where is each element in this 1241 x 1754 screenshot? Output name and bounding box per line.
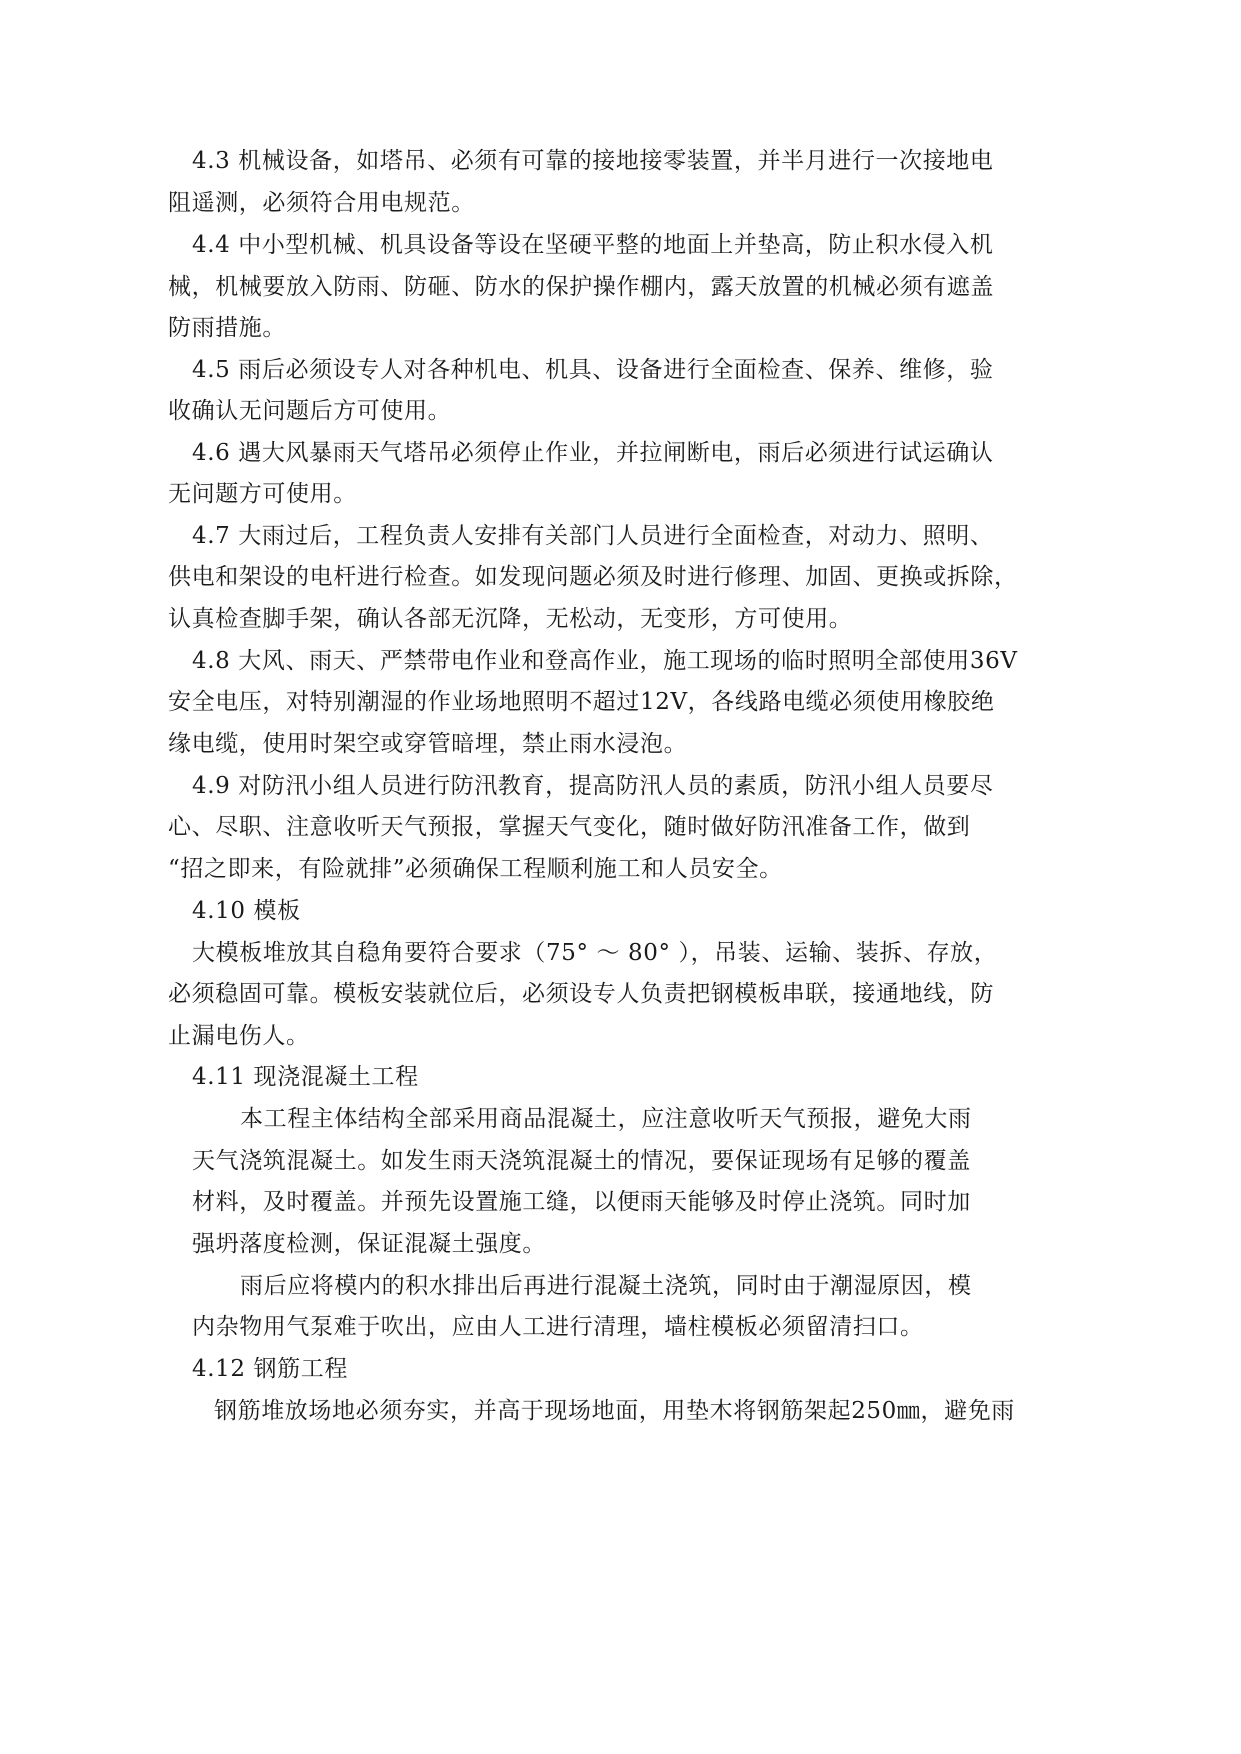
text-line: 钢筋堆放场地必须夯实，并高于现场地面，用垫木将钢筋架起250㎜，避免雨 — [214, 1398, 1015, 1424]
text-line: 4.5 雨后必须设专人对各种机电、机具、设备进行全面检查、保养、维修，验 — [192, 357, 994, 383]
text-line: 阻遥测，必须符合用电规范。 — [168, 190, 475, 216]
text-line: 4.8 大风、雨天、严禁带电作业和登高作业，施工现场的临时照明全部使用36V — [192, 648, 1018, 674]
text-line: 4.7 大雨过后，工程负责人安排有关部门人员进行全面检查，对动力、照明、 — [192, 523, 994, 549]
text-line: 内杂物用气泵难于吹出，应由人工进行清理，墙柱模板必须留清扫口。 — [192, 1314, 924, 1340]
text-line: 大模板堆放其自稳角要符合要求（75° ～ 80° ），吊装、运输、装拆、存放， — [192, 940, 998, 966]
text-line: 必须稳固可靠。模板安装就位后，必须设专人负责把钢模板串联，接通地线，防 — [168, 981, 994, 1007]
text-line: 无问题方可使用。 — [168, 481, 357, 507]
text-line: 4.9 对防汛小组人员进行防汛教育，提高防汛人员的素质，防汛小组人员要尽 — [192, 773, 994, 799]
section-heading: 4.12 钢筋工程 — [192, 1356, 348, 1382]
text-line: 缘电缆，使用时架空或穿管暗埋，禁止雨水浸泡。 — [168, 731, 688, 757]
text-line: 天气浇筑混凝土。如发生雨天浇筑混凝土的情况，要保证现场有足够的覆盖 — [192, 1148, 971, 1174]
section-heading: 4.10 模板 — [192, 898, 301, 924]
text-line: 械，机械要放入防雨、防砸、防水的保护操作棚内，露天放置的机械必须有遮盖 — [168, 274, 994, 300]
text-line: 认真检查脚手架，确认各部无沉降，无松动，无变形，方可使用。 — [168, 606, 853, 632]
text-line: 心、尽职、注意收听天气预报，掌握天气变化，随时做好防汛准备工作，做到 — [168, 814, 971, 840]
text-line: 止漏电伤人。 — [168, 1023, 310, 1049]
text-line: 供电和架设的电杆进行检查。如发现问题必须及时进行修理、加固、更换或拆除， — [168, 564, 1018, 590]
text-line: 材料，及时覆盖。并预先设置施工缝，以便雨天能够及时停止浇筑。同时加 — [192, 1189, 971, 1215]
text-line: 本工程主体结构全部采用商品混凝土，应注意收听天气预报，避免大雨 — [240, 1106, 972, 1132]
text-line: 收确认无问题后方可使用。 — [168, 398, 452, 424]
text-line: 雨后应将模内的积水排出后再进行混凝土浇筑，同时由于潮湿原因，模 — [240, 1273, 972, 1299]
text-line: 4.4 中小型机械、机具设备等设在坚硬平整的地面上并垫高，防止积水侵入机 — [192, 232, 994, 258]
text-line: 4.3 机械设备，如塔吊、必须有可靠的接地接零装置，并半月进行一次接地电 — [192, 148, 994, 174]
text-line: 安全电压，对特别潮湿的作业场地照明不超过12V，各线路电缆必须使用橡胶绝 — [168, 689, 995, 715]
text-line: “招之即来，有险就排”必须确保工程顺利施工和人员安全。 — [168, 856, 783, 882]
text-line: 防雨措施。 — [168, 315, 286, 341]
text-line: 强坍落度检测，保证混凝土强度。 — [192, 1231, 546, 1257]
section-heading: 4.11 现浇混凝土工程 — [192, 1064, 419, 1090]
text-line: 4.6 遇大风暴雨天气塔吊必须停止作业，并拉闸断电，雨后必须进行试运确认 — [192, 440, 994, 466]
